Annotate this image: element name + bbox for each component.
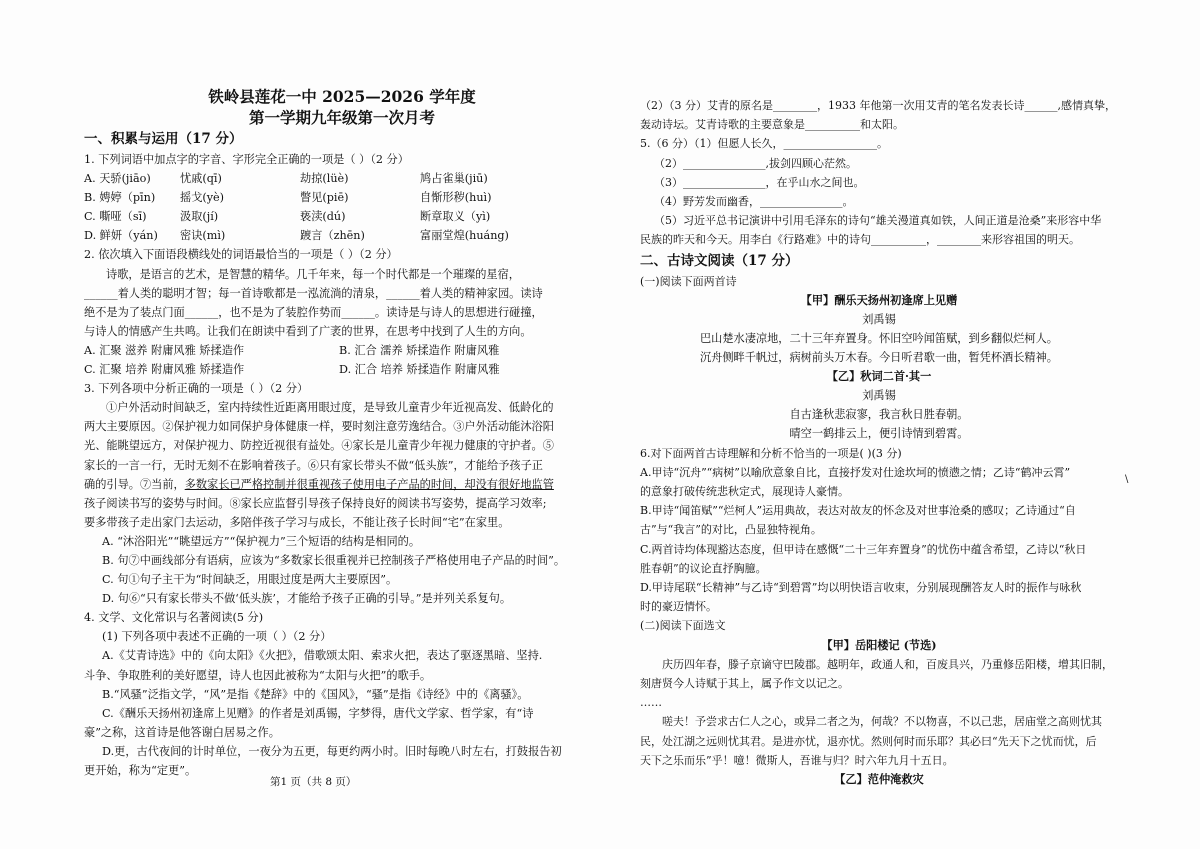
q1-option-c: C. 嘶哑（sī) 汲取(jí) 亵渎(dú) 断章取义（yì)	[84, 210, 491, 224]
q4-option-line: 斗争、争取胜利的美好愿望，诗人也因此被称为“太阳与火把”的歌手。	[84, 668, 432, 682]
q2-passage-line: ______着人类的聪明才智；每一首诗歌都是一泓流淌的清泉，______着人类的精神家园。读诗	[84, 286, 543, 300]
q3-option-a: A. “沐浴阳光”“眺望远方”“保护视力”三个短语的结构是相同的。	[102, 534, 421, 548]
part1-heading: (一)阅读下面两首诗	[640, 274, 737, 288]
prose-a-line: 庆历四年春，滕子京谪守巴陵郡。越明年，政通人和，百废具兴，乃重修岳阳楼，增其旧制，	[662, 657, 1113, 671]
q6-stem: 6.对下面两首古诗理解和分析不恰当的一项是( )(3 分)	[640, 446, 902, 460]
prose-a-line: 天下之乐而乐”乎！噫！微斯人，吾谁与归？时六年九月十五日。	[640, 753, 954, 767]
part2-heading: (二)阅读下面选文	[640, 619, 726, 633]
q4-2-line: 轰动诗坛。艾青诗歌的主要意象是__________和太阳。	[640, 118, 904, 132]
q4-option-line: A.《艾青诗选》中的《向太阳》《火把》，借歌颂太阳、索求火把，表达了驱逐黑暗、坚持.	[102, 649, 543, 663]
q4-option-line: D.更，古代夜间的计时单位，一夜分为五更，每更约两小时。旧时每晚八时左右，打鼓报告初	[102, 744, 562, 758]
q5-line: （2）_______________,拔剑四顾心茫然。	[654, 156, 857, 170]
q3-passage-line: 家长的一言一行，无时无刻不在影响着孩子。⑥只有家长带头不做“低头族”，才能给予孩子正	[84, 458, 543, 472]
prose-a-line: 嗟夫！予尝求古仁人之心，或异二者之为，何哉？不以物喜，不以己悲，居庙堂之高则忧其	[662, 715, 1102, 729]
q2-passage-line: 绝不是为了装点门面______，也不是为了装腔作势而______。读诗是与诗人的思想进行碰撞，	[84, 305, 543, 319]
q2-options-row1: A. 汇聚 滋养 附庸风雅 矫揉造作 B. 汇合 濡养 矫揉造作 附庸风雅	[84, 343, 500, 357]
q6-option-line: 时的豪迈情怀。	[640, 600, 717, 614]
page-footer: 第1 页（共 8 页）	[270, 776, 357, 788]
q3-stem: 3. 下列各项中分析正确的一项是（ ）（2 分）	[84, 382, 309, 396]
q3-option-d: D. 句⑥“只有家长带头不做‘低头族’，才能给予孩子正确的引导。”是并列关系复句。	[102, 592, 512, 606]
q5-line: （4）野芳发而幽香，_______________。	[654, 195, 854, 209]
poem-b-title: 【乙】秋词二首·其一	[826, 369, 932, 384]
q4-option-line: 豪”之称，这首诗是他答谢白居易之作。	[84, 725, 280, 739]
q6-option-line: A.甲诗“沉舟”“病树”以喻欣意象自比，直接抒发对仕途坎坷的愤懑之情；乙诗“鹤冲云霄”	[640, 465, 1071, 479]
exam-title-line2: 第一学期九年级第一次月考	[248, 108, 435, 127]
q2-stem: 2. 依次填入下面语段横线处的词语最恰当的一项是（ ）（2 分）	[84, 248, 398, 262]
left-column	[84, 86, 600, 780]
right-column	[640, 96, 1118, 789]
q5-line: （5）习近平总书记演讲中引用毛泽东的诗句“雄关漫道真如铁，人间正道是沧桑”来形容中华	[654, 214, 1102, 228]
q4-2-line: （2）（3 分）艾青的原名是________，1933 年他第一次用艾青的笔名发表长诗______,感情真挚，	[640, 99, 1116, 112]
q4-stem: 4. 文学、文化常识与名著阅读(5 分)	[84, 611, 264, 625]
q3-option-c: C. 句①句子主干为“时间缺乏，用眼过度是两大主要原因”。	[102, 573, 398, 587]
q3-passage-line: 要多带孩子走出家门去运动，多陪伴孩子学习与成长，不能让孩子长时间“宅”在家里。	[84, 515, 510, 529]
exam-title-line1: 铁岭县莲花一中 2025—2026 学年度	[208, 87, 476, 106]
poem-a-author: 刘禹锡	[862, 312, 896, 326]
poem-a-line: 沉舟侧畔千帆过，病树前头万木春。今日听君歌一曲，暂凭杯酒长精神。	[699, 351, 1058, 365]
poem-b-line: 自古逢秋悲寂寥，我言秋日胜春朝。	[789, 408, 969, 422]
q6-option-line: 胜春朝”的议论直抒胸臆。	[640, 561, 767, 575]
section-2-heading: 二、古诗文阅读（17 分）	[640, 252, 799, 269]
q3-passage-line: 光、能眺望远方，对保护视力、防控近视很有益处。④家长是儿童青少年视力健康的守护者。⑤	[84, 439, 554, 453]
q3-passage-line-underlined: 确的引导。⑦当前，多数家长已严格控制并很重视孩子使用电子产品的时间，却没有很好地监管	[84, 477, 554, 491]
prose-a-title: 【甲】岳阳楼记 (节选)	[821, 637, 937, 652]
q2-passage-line: 诗歌，是语言的艺术，是智慧的精华。几千年来，每一个时代都是一个璀璨的星宿，	[106, 267, 520, 281]
q3-underlined-segment: 多数家长已严格控制并很重视孩子使用电子产品的时间，却没有很好地监管	[184, 477, 554, 491]
prose-a-ellipsis: ……	[640, 696, 662, 710]
q6-option-line: 的意象打破传统悲秋定式，展现诗人豪情。	[640, 484, 849, 498]
q2-options-row2: C. 汇聚 培养 附庸风雅 矫揉造作 D. 汇合 培养 矫揉造作 附庸风雅	[84, 363, 500, 377]
section-1-heading: 一、积累与运用（17 分）	[84, 131, 243, 147]
q6-option-line: B.甲诗“闻笛赋”“烂柯人”运用典故，表达对故友的怀念及对世事沧桑的感叹；乙诗通过“自	[640, 504, 1076, 518]
q4-option-line: 更开始，称为“定更”。	[84, 764, 197, 777]
q5-line: （3）_______________，在乎山水之间也。	[654, 175, 865, 189]
q1-stem: 1. 下列词语中加点字的字音、字形完全正确的一项是（ ）（2 分）	[84, 153, 409, 166]
q2-passage-line: 与诗人的情感产生共鸣。让我们在朗读中看到了广袤的世界，在思考中找到了人生的方向。	[84, 324, 532, 338]
poem-a-title: 【甲】酬乐天扬州初逢席上见赠	[800, 292, 958, 307]
q1-option-a: A. 天骄(jiāo) 忧戚(qī) 劫掠(lüè) 鸠占雀巢(jiū)	[84, 172, 488, 186]
margin-mark: \	[1125, 474, 1129, 485]
q5-line: 民族的昨天和今天。用李白《行路难》中的诗句__________，________来形容祖国的明天。	[640, 233, 1080, 247]
q4-option-line: B.“风骚”泛指文学，“风”是指《楚辞》中的《国风》，“骚”是指《诗经》中的《离骚》。	[102, 687, 529, 701]
q3-option-b: B. 句⑦中画线部分有语病，应该为“多数家长很重视并已控制孩子严格使用电子产品的时间”。	[102, 553, 566, 567]
prose-b-title: 【乙】范仲淹救灾	[834, 771, 924, 786]
q1-option-d: D. 鲜妍（yán) 密诀(mì) 踱言（zhēn) 富丽堂煌(huáng)	[84, 229, 509, 243]
prose-a-line: 民，处江湖之远则忧其君。是进亦忧，退亦忧。然则何时而乐耶？其必曰“先天下之忧而忧，后	[640, 734, 1097, 748]
q6-option-line: D.甲诗尾联“长精神”与乙诗“到碧霄”均以明快语言收束，分别展现酬答友人时的振作与咏秋	[640, 581, 1082, 594]
q3-passage-line: 孩子阅读书写的姿势与时间。⑧家长应监督引导孩子保持良好的阅读书写姿势，提高学习效率;	[84, 496, 547, 510]
q3-passage-line: ①户外活动时间缺乏，室内持续性近距离用眼过度，是导致儿童青少年近视高发、低龄化的	[106, 401, 554, 415]
poem-b-author: 刘禹锡	[862, 389, 896, 403]
prose-a-line: 刻唐贤今人诗赋于其上，属予作文以记之。	[640, 676, 849, 690]
q4-sub1-stem: (1) 下列各项中表述不正确的一项（ ）（2 分）	[102, 630, 332, 644]
q1-option-b: B. 娉婷（pīn) 摇戈(yè) 瞥见(piē) 自惭形秽(huì)	[84, 191, 492, 205]
q5-line: 5.（6 分）（1）但愿人长久，_________________。	[640, 137, 888, 151]
poem-a-line: 巴山楚水凄凉地，二十三年弃置身。怀旧空吟闻笛赋，到乡翻似烂柯人。	[699, 332, 1058, 346]
q6-option-line: C.两首诗均体现豁达态度，但甲诗在感慨“二十三年弃置身”的忧伤中蕴含希望，乙诗以“秋日	[640, 542, 1087, 556]
q6-option-line: 古”与“我言”的对比，凸显独特视角。	[640, 523, 822, 537]
q4-option-line: C.《酬乐天扬州初逢席上见赠》的作者是刘禹锡，字梦得，唐代文学家、哲学家，有“诗	[102, 706, 534, 720]
poem-b-line: 晴空一鹤排云上，便引诗情到碧霄。	[789, 427, 969, 441]
q3-passage-line: 两大主要原因。②保护视力如同保护身体健康一样，要时刻注意劳逸结合。③户外活动能沐浴阳	[84, 420, 554, 434]
